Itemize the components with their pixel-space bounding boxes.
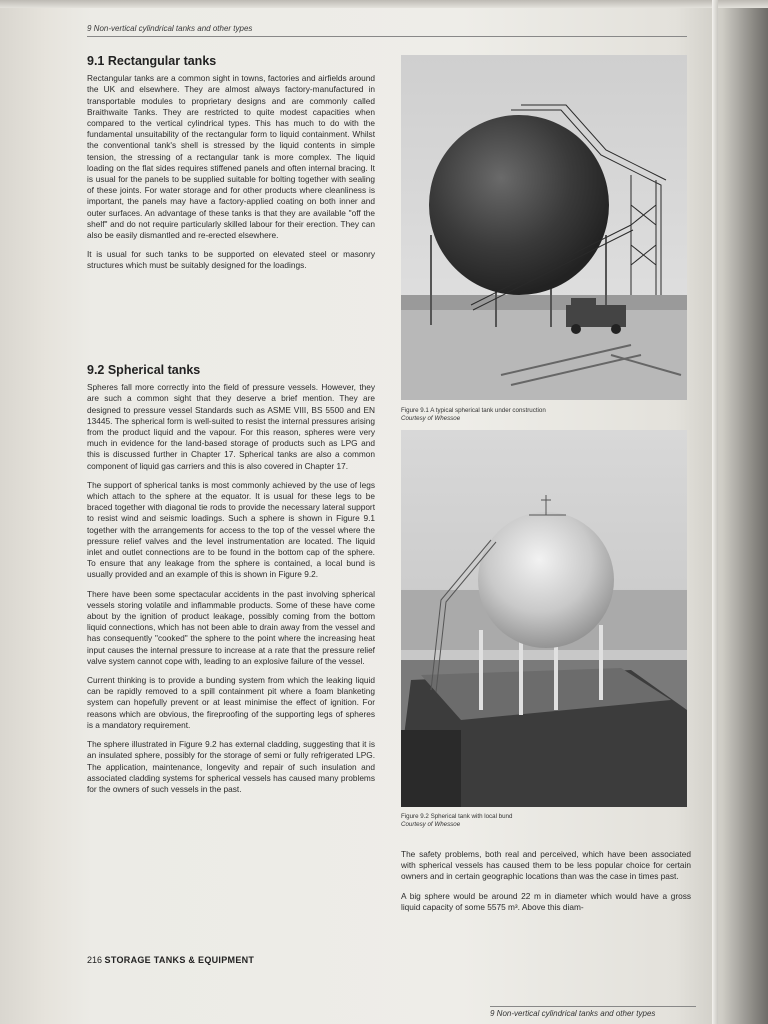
page-footer bbox=[87, 955, 254, 965]
figure-9-2-photo bbox=[401, 430, 687, 807]
paragraph: There have been some spectacular accidents in the past involving spherical vessels storing volatile and inflammable products. Some of these have come about by the ignition of product leakage, possibly coming from the bottom liquid connections, which has not been able to drain away from the vessel and has consequently "cooked" the sphere to the point where the increasing heat input causes the internal pressure to increase at a rate that the pressure relief valve system cannot cope with, leading to an explosive failure of the vessel. bbox=[87, 588, 375, 666]
book-title: STORAGE TANKS & EQUIPMENT bbox=[104, 955, 255, 965]
paragraph: Rectangular tanks are a common sight in towns, factories and airfields around the UK and elsewhere. They are almost always factory-manufactured in transportable modules to proprietary designs and are commonly called Braithwaite Tanks. They are restricted to quite modest capacities when compared to the vertical cylindrical types. This has much to do with the fundamental unsuitability of the rectangular form to liquid containment. Whilst the conventional tank's shell is stressed by the liquid contents in simple tension, the stressing of a rectangular tank is more complex. The liquid loading on the flat sides requires stiffened panels and often internal bracing. It is usual for the panels to be supplied suitable for bolting together with sealing of these joints. For water storage and for other products where cleanliness is important, the panels may have a factory-applied coating on both inner and outer surfaces. An advantage of these tanks is that they are available "off the shelf" and do not require particularly skilled labour for their erection. They can also be easily dismantled and re-erected elsewhere. bbox=[87, 73, 375, 241]
caption-text: Figure 9.2 Spherical tank with local bund bbox=[401, 813, 513, 820]
paragraph: It is usual for such tanks to be supported on elevated steel or masonry structures which must be suitably designed for the loadings. bbox=[87, 249, 375, 271]
next-page-running-title: 9 Non-vertical cylindrical tanks and other types bbox=[490, 1006, 696, 1018]
figure-9-2-caption bbox=[401, 813, 691, 829]
left-column-spherical bbox=[87, 365, 375, 803]
paragraph: The safety problems, both real and perceived, which have been associated with spherical vessels has caused them to be less popular choice for certain owners and in certain geographic locations than was the case in times past. bbox=[401, 849, 691, 882]
paragraph: A big sphere would be around 22 m in diameter which would have a gross liquid capacity of some 5575 m³. Above this diam- bbox=[401, 890, 691, 912]
figure-9-1-photo bbox=[401, 55, 687, 400]
left-column bbox=[87, 56, 375, 280]
section-heading-spherical: 9.2 Spherical tanks bbox=[87, 363, 201, 377]
scan-top-band bbox=[0, 0, 768, 8]
caption-text: Figure 9.1 A typical spherical tank under construction bbox=[401, 407, 546, 414]
page-number: 216 bbox=[87, 955, 103, 965]
paragraph: Current thinking is to provide a bunding system from which the leaking liquid can be rapidly removed to a spill containment pit where a foam blanketing system can hopefully prevent or at least minimise the effect of ignition. For reasons which are obvious, the fireproofing of the supporting legs of spheres is a mandatory requirement. bbox=[87, 675, 375, 730]
caption-credit: Courtesy of Whessoe bbox=[401, 821, 461, 828]
paragraph: The sphere illustrated in Figure 9.2 has external cladding, suggesting that it is an insulated sphere, possibly for the storage of semi or fully refrigerated LPG. The application, maintenance, longevity and repair of such insulation and associated cladding systems for spherical vessels has caused many problems for the owners of such vessels in the past. bbox=[87, 739, 375, 794]
page-gutter-edge bbox=[712, 0, 718, 1024]
sphere-bund-image bbox=[401, 430, 687, 807]
sphere-construction-image bbox=[401, 55, 687, 400]
paragraph: Spheres fall more correctly into the field of pressure vessels. However, they are such a common sight that they deserve a brief mention. They are designed to pressure vessel Standards such as ASME VIII, BS 5500 and EN 13445. The spherical form is well-suited to resist the internal pressures arising from the product liquid and the vapour. For this reason, spheres were very much in evidence for the land-based storage of products such as LPG and this is discussed further in Chapter 17. Spherical tanks are also a common component of liquid gas carriers and this is also covered in Chapter 17. bbox=[87, 382, 375, 471]
paragraph: The support of spherical tanks is most commonly achieved by the use of legs which attach to the sphere at the equator. It is usual for these legs to be braced together with diagonal tie rods to provide the necessary lateral support to resist wind and seismic loadings. Such a sphere is shown in Figure 9.1 together with the arrangements for access to the top of the vessel where the pressure relief valves and the level instrumentation are located. The liquid inlet and outlet connections are to be found in the bottom cap of the sphere. To ensure that any leakage from the sphere is contained, a local bund is usually provided and an example of this is shown in Figure 9.2. bbox=[87, 479, 375, 580]
section-heading-rectangular: 9.1 Rectangular tanks bbox=[87, 54, 217, 68]
caption-credit: Courtesy of Whessoe bbox=[401, 415, 461, 422]
running-header: 9 Non-vertical cylindrical tanks and other types bbox=[87, 24, 687, 37]
figure-9-1-caption bbox=[401, 407, 691, 423]
right-column-text bbox=[401, 849, 691, 921]
